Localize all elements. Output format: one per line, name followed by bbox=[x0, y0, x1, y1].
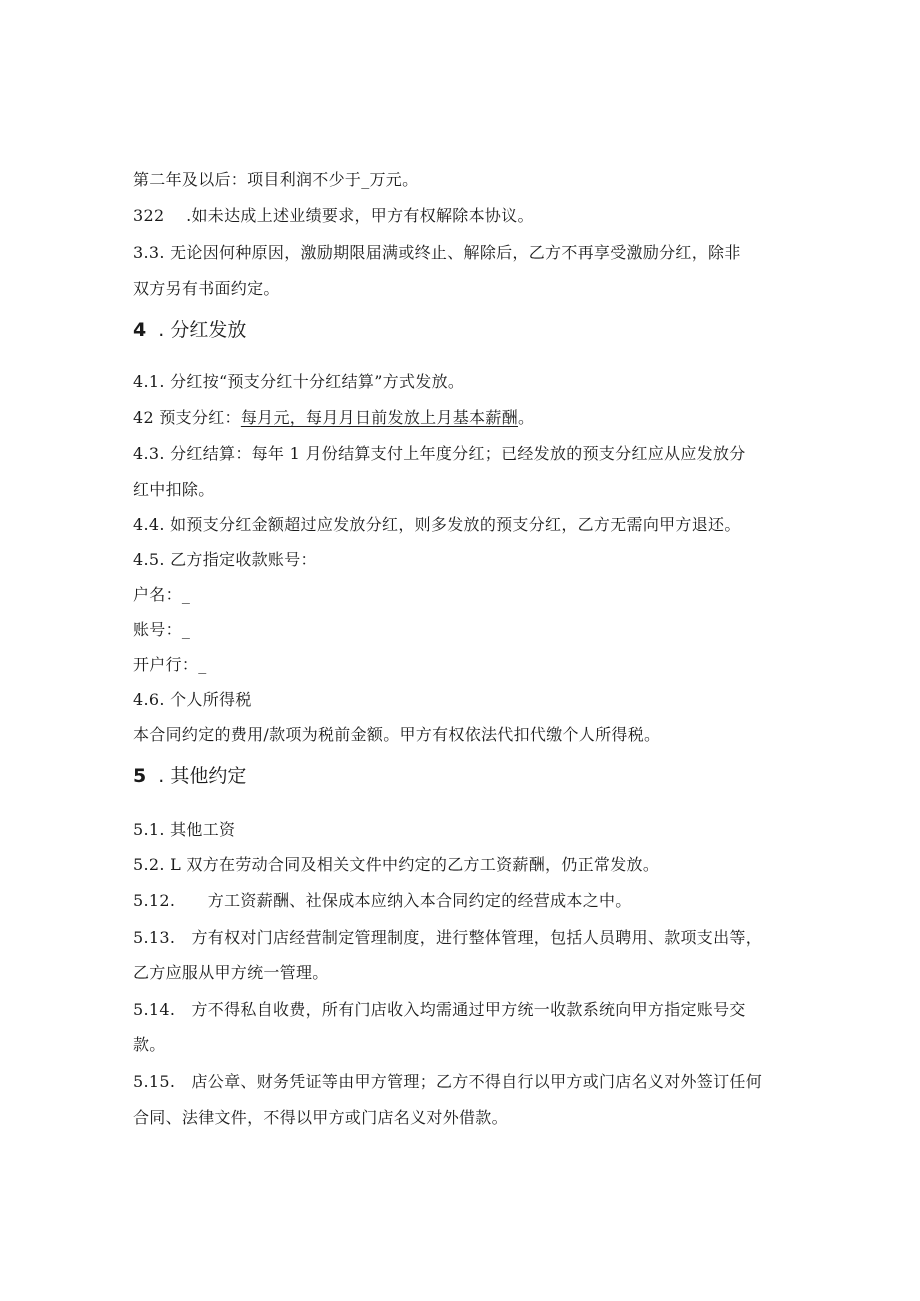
section-title: . 分红发放 bbox=[158, 319, 247, 341]
paragraph-line: 4.3. 分红结算：每年 1 月份结算支付上年度分红；已经发放的预支分红应从应发放分 bbox=[133, 444, 746, 463]
line-prefix: 42 预支分红： bbox=[133, 408, 241, 427]
bank-line: 开户行：_ bbox=[133, 655, 207, 674]
section-number: 4 bbox=[133, 319, 147, 341]
paragraph-line: 5.2. L 双方在劳动合同及相关文件中约定的乙方工资薪酬，仍正常发放。 bbox=[133, 855, 660, 874]
paragraph-line: 本合同约定的费用/款项为税前金额。甲方有权依法代扣代缴个人所得税。 bbox=[133, 725, 661, 744]
line-suffix: 。 bbox=[517, 408, 535, 427]
paragraph-line: 5.14. 方不得私自收费，所有门店收入均需通过甲方统一收款系统向甲方指定账号交 bbox=[133, 1000, 746, 1019]
paragraph-line: 4.6. 个人所得税 bbox=[133, 690, 252, 709]
section-title: . 其他约定 bbox=[158, 765, 247, 787]
paragraph-line: 5.1. 其他工资 bbox=[133, 820, 236, 839]
paragraph-line-42 bbox=[133, 408, 793, 428]
account-number-line: 账号：_ bbox=[133, 620, 191, 639]
section-heading-5 bbox=[133, 764, 246, 788]
paragraph-line: 3.3. 无论因何种原因，激励期限届满或终止、解除后，乙方不再享受激励分红，除非 bbox=[133, 243, 741, 262]
paragraph-line: 4.5. 乙方指定收款账号： bbox=[133, 550, 317, 569]
underlined-text: 每月元，每月月日前发放上月基本薪酬 bbox=[240, 408, 518, 427]
paragraph-line: 5.15. 店公章、财务凭证等由甲方管理；乙方不得自行以甲方或门店名义对外签订任何 bbox=[133, 1072, 763, 1091]
account-name-line: 户名：_ bbox=[133, 585, 191, 604]
paragraph-line: 红中扣除。 bbox=[133, 480, 215, 499]
paragraph-line: 5.13. 方有权对门店经营制定管理制度，进行整体管理，包括人员聘用、款项支出等， bbox=[133, 928, 763, 947]
paragraph-line: 乙方应服从甲方统一管理。 bbox=[133, 963, 329, 982]
paragraph-line: 合同、法律文件，不得以甲方或门店名义对外借款。 bbox=[133, 1108, 508, 1127]
paragraph-line: 4.4. 如预支分红金额超过应发放分红，则多发放的预支分红，乙方无需向甲方退还。 bbox=[133, 515, 741, 534]
paragraph-line: 4.1. 分红按“预支分红十分红结算”方式发放。 bbox=[133, 372, 465, 391]
paragraph-line: 322 .如未达成上述业绩要求，甲方有权解除本协议。 bbox=[133, 206, 534, 225]
paragraph-line: 5.12. 方工资薪酬、社保成本应纳入本合同约定的经营成本之中。 bbox=[133, 891, 632, 910]
section-heading-4 bbox=[133, 318, 246, 342]
paragraph-line: 第二年及以后：项目利润不少于_万元。 bbox=[133, 170, 419, 189]
paragraph-line: 款。 bbox=[133, 1035, 166, 1054]
section-number: 5 bbox=[133, 765, 147, 787]
paragraph-line: 双方另有书面约定。 bbox=[133, 279, 280, 298]
